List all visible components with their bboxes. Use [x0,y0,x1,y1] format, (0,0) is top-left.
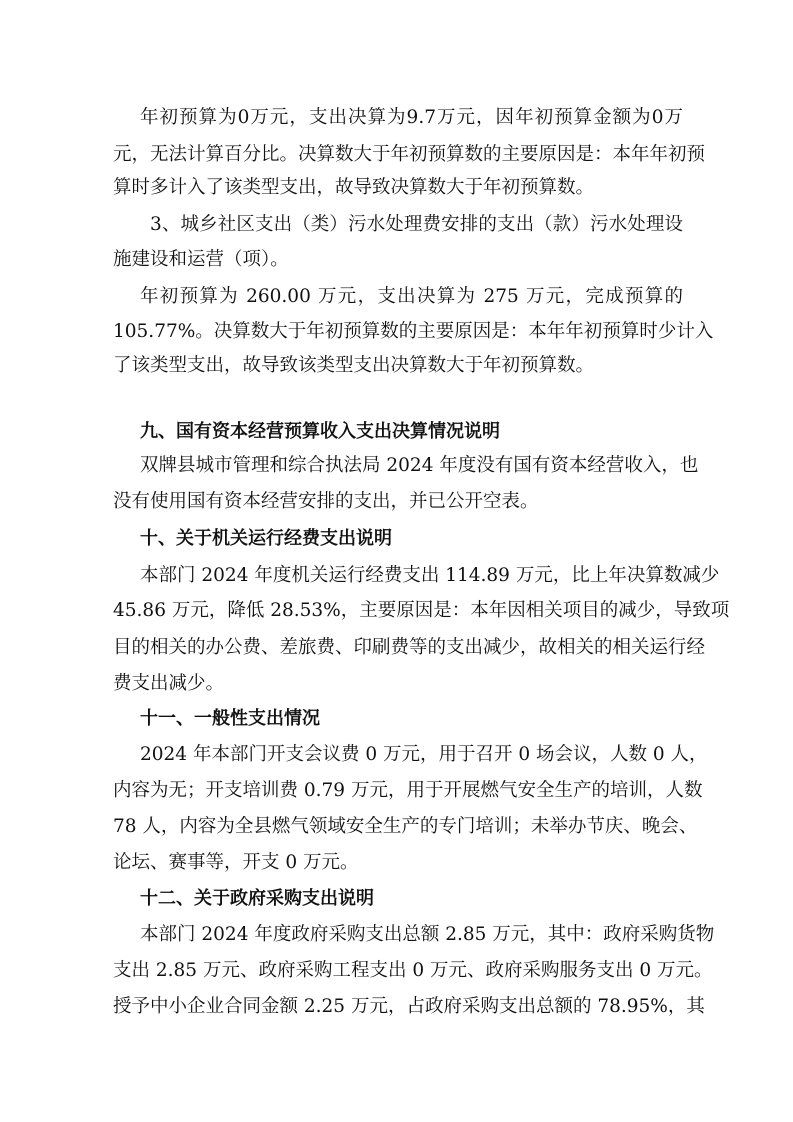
paragraph-line: 费支出减少。 [113,673,225,694]
paragraph-line: 2024 年本部门开支会议费 0 万元，用于召开 0 场会议，人数 0 人， [140,744,708,765]
paragraph-line: 施建设和运营（项）。 [113,249,289,270]
paragraph-line: 论坛、赛事等，开支 0 万元。 [113,852,359,873]
paragraph-line: 没有使用国有资本经营安排的支出，并已公开空表。 [113,491,539,512]
paragraph-line: 年初预算为 260.00 万元，支出决算为 275 万元，完成预算的 [140,286,683,307]
paragraph-line: 了该类型支出，故导致该类型支出决算数大于年初预算数。 [113,355,595,376]
paragraph-line: 本部门 2024 年度机关运行经费支出 114.89 万元，比上年决算数减少 [140,565,720,586]
paragraph-line: 本部门 2024 年度政府采购支出总额 2.85 万元，其中：政府采购货物 [140,924,715,945]
paragraph-line: 授予中小企业合同金额 2.25 万元，占政府采购支出总额的 78.95%，其 [113,996,705,1017]
paragraph-line: 目的相关的办公费、差旅费、印刷费等的支出减少，故相关的相关运行经 [113,637,706,658]
paragraph-line: 年初预算为0万元，支出决算为9.7万元，因年初预算金额为0万 [140,107,683,128]
paragraph-line: 78 人，内容为全县燃气领域安全生产的专门培训；未举办节庆、晚会、 [113,816,698,837]
paragraph-line: 元，无法计算百分比。决算数大于年初预算数的主要原因是：本年年初预 [113,144,706,165]
paragraph-line: 45.86 万元，降低 28.53%，主要原因是：本年因相关项目的减少，导致项 [113,600,730,621]
paragraph-line: 3、城乡社区支出（类）污水处理费安排的支出（款）污水处理设 [150,214,683,235]
paragraph-line: 105.77%。决算数大于年初预算数的主要原因是：本年年初预算时少计入 [113,321,714,342]
paragraph-line: 支出 2.85 万元、政府采购工程支出 0 万元、政府采购服务支出 0 万元。 [113,960,713,981]
section-heading-9: 九、国有资本经营预算收入支出决算情况说明 [140,421,500,442]
paragraph-line: 双牌县城市管理和综合执法局 2024 年度没有国有资本经营收入，也 [140,455,699,476]
paragraph-line: 算时多计入了该类型支出，故导致决算数大于年初预算数。 [113,177,595,198]
section-heading-11: 十一、一般性支出情况 [140,708,320,729]
section-heading-12: 十二、关于政府采购支出说明 [140,888,374,909]
paragraph-line: 内容为无；开支培训费 0.79 万元，用于开展燃气安全生产的培训，人数 [113,780,703,801]
section-heading-10: 十、关于机关运行经费支出说明 [140,528,392,549]
